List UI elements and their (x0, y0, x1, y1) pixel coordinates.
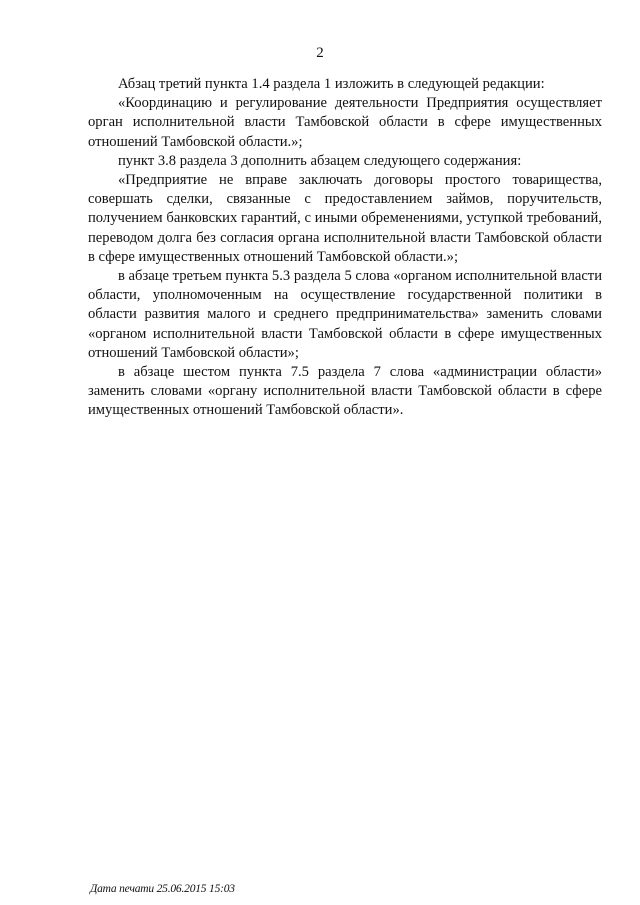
paragraph-6: в абзаце шестом пункта 7.5 раздела 7 слова «администрации области» заменить словами «органу исполнительной власти Тамбовской области в сфере имущественных отношений Тамбовской области». (88, 364, 602, 419)
paragraph-4: «Предприятие не вправе заключать договоры простого товарищества, совершать сделки, связанные с предоставлением займов, поручительств, получением банковских гарантий, с иными обременениями, уступкой требований, переводом долга без согласия органа исполнительной власти Тамбовской области в сфере имущественных отношений Тамбовской области.»; (88, 172, 602, 265)
paragraph-5: в абзаце третьем пункта 5.3 раздела 5 слова «органом исполнительной власти области, уполномоченным на осуществление государственной политики в области развития малого и среднего предпринимательства» заменить словами «органом исполнительной власти Тамбовской области в сфере имущественных отношений Тамбовской области»; (88, 268, 602, 361)
print-date-footer: Дата печати 25.06.2015 15:03 (90, 883, 235, 895)
page-number: 2 (316, 45, 324, 61)
document-body (88, 75, 602, 421)
paragraph-2: «Координацию и регулирование деятельности Предприятия осуществляет орган исполнительной власти Тамбовской области в сфере имущественных отношений Тамбовской области.»; (88, 95, 602, 150)
paragraph-3: пункт 3.8 раздела 3 дополнить абзацем следующего содержания: (118, 152, 522, 169)
paragraph-1: Абзац третий пункта 1.4 раздела 1 изложить в следующей редакции: (118, 76, 545, 92)
